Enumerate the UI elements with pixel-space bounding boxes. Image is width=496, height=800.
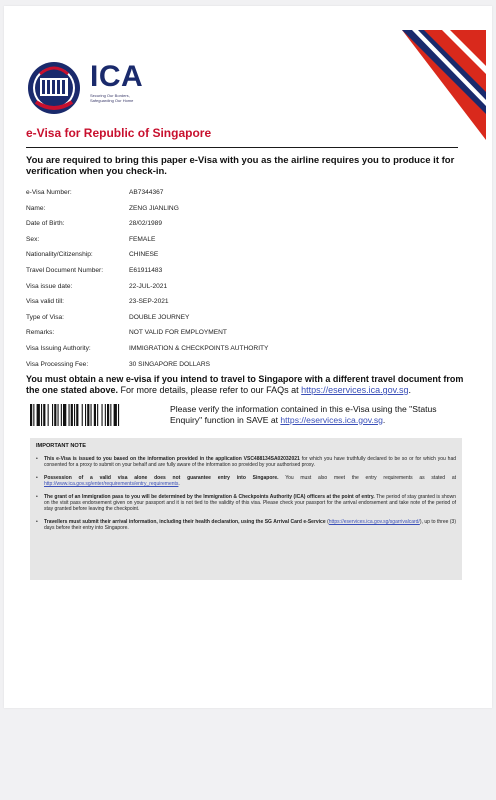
field-row (26, 216, 466, 232)
bullet-icon: • (36, 474, 38, 481)
field-label: Sex: (26, 235, 40, 243)
field-value: ZENG JIANLING (129, 204, 179, 212)
field-value: 30 SINGAPORE DOLLARS (129, 360, 210, 368)
check-in-notice: You are required to bring this paper e-Visa with you as the airline requires you to produce it for verification when you check-in. (26, 155, 455, 177)
note-item-bold: This e-Visa is issued to you based on the information provided in the application VSC488134SA02032021 (44, 456, 300, 462)
important-note-list (36, 456, 456, 538)
field-row (26, 232, 466, 248)
new-visa-notice-bold: You must obtain a new e-visa if you intend to travel to Singapore with a different travel document from the one stated above. (26, 374, 464, 395)
note-item-end: . (178, 481, 180, 488)
verify-link[interactable]: https://eservices.ica.gov.sg (280, 414, 383, 425)
ica-logo-tagline: Securing Our Borders, Safeguarding Our Home (90, 93, 134, 103)
new-visa-notice (26, 374, 466, 396)
field-value: IMMIGRATION & CHECKPOINTS AUTHORITY (129, 344, 269, 352)
field-label: Remarks: (26, 329, 55, 337)
faq-end: . (408, 385, 412, 395)
title-divider (26, 147, 458, 148)
faq-text: For more details, please refer to our FAQs at (120, 385, 299, 395)
field-value: CHINESE (129, 251, 159, 259)
note-item-text: ), up to three (3) days before their entry into Singapore. (44, 518, 456, 532)
ica-logo-text: ICA (90, 60, 144, 93)
barcode (30, 404, 162, 426)
field-label: Travel Document Number: (26, 266, 104, 274)
field-value: NOT VALID FOR EMPLOYMENT (129, 329, 227, 337)
field-value: AB7344367 (129, 189, 164, 196)
note-item-text: The period of stay granted is shown on the visit pass endorsement given on your passport and it is not tied to the validity of this visa. Please check your passport for the arrival endorsement and take note of the period of stay granted before leaving the checkpoint. (44, 493, 456, 513)
field-value: DOUBLE JOURNEY (129, 313, 190, 321)
note-item-bold: The grant of an Immigration pass to you will be determined by the Immigration & Checkpoints Authority (ICA) officers at the point of entry. (44, 493, 375, 500)
important-note-box (30, 438, 462, 580)
field-label: Name: (26, 204, 46, 212)
field-row (26, 201, 466, 217)
faq-link[interactable]: https://eservices.ica.gov.sg (301, 385, 409, 395)
sg-arrival-card-link[interactable]: https://eservices.ica.gov.sg/sgarrivalcard/ (328, 518, 420, 525)
field-value: FEMALE (129, 235, 156, 243)
field-row (26, 341, 466, 357)
document-title: e-Visa for Republic of Singapore (26, 126, 212, 140)
verify-notice (170, 404, 460, 425)
corner-flag-graphic (402, 30, 486, 150)
note-item-text: You must also meet the entry requirements as stated at (285, 474, 456, 481)
field-label: Nationality/Citizenship: (26, 251, 93, 259)
note-item-text: for which you have truthfully declared to be so or for which you had consented for a proxy to submit on your behalf and are fully aware of the information so provided by your authorised proxy. (44, 456, 457, 469)
field-label: Visa Processing Fee: (26, 360, 89, 368)
field-label: Visa Issuing Authority: (26, 344, 91, 352)
field-row (26, 294, 466, 310)
note-item (36, 519, 456, 532)
bullet-icon: • (36, 493, 38, 500)
note-item-text-before: ( (327, 518, 329, 525)
note-item (36, 456, 456, 469)
field-value: 28/02/1989 (129, 220, 163, 228)
field-value: E61911483 (129, 266, 163, 274)
ica-crest-icon (26, 58, 86, 118)
note-item-bold: Travellers must submit their arrival information, including their health declaration, using the SG Arrival Card e-Service (44, 518, 326, 525)
note-item (36, 494, 456, 513)
field-row (26, 325, 466, 341)
field-label: Date of Birth: (26, 220, 65, 228)
note-item (36, 475, 456, 488)
entry-requirements-link[interactable]: http://www.ica.gov.sg/enter/requirements/entry_requirements (44, 481, 179, 488)
visa-document (4, 6, 492, 708)
field-row (26, 310, 466, 326)
bullet-icon: • (36, 456, 38, 462)
verify-text: Please verify the information contained in this e-Visa using the "Status Enquiry" function in SAVE at (170, 404, 437, 425)
field-label: Type of Visa: (26, 313, 64, 321)
field-label: Visa valid till: (26, 298, 64, 306)
field-label: e-Visa Number: (26, 189, 72, 196)
field-value: 23-SEP-2021 (129, 298, 169, 306)
field-row (26, 247, 466, 263)
bullet-icon: • (36, 518, 38, 525)
field-row (26, 185, 466, 201)
note-item-bold: Possession of a valid visa alone does not guarantee entry into Singapore. (44, 474, 279, 481)
field-value: 22-JUL-2021 (129, 282, 168, 290)
important-note-heading: IMPORTANT NOTE (36, 443, 86, 449)
field-row (26, 279, 466, 295)
visa-details (26, 185, 466, 372)
field-row (26, 357, 466, 373)
verify-end: . (382, 414, 386, 425)
field-row (26, 263, 466, 279)
field-label: Visa issue date: (26, 282, 73, 290)
